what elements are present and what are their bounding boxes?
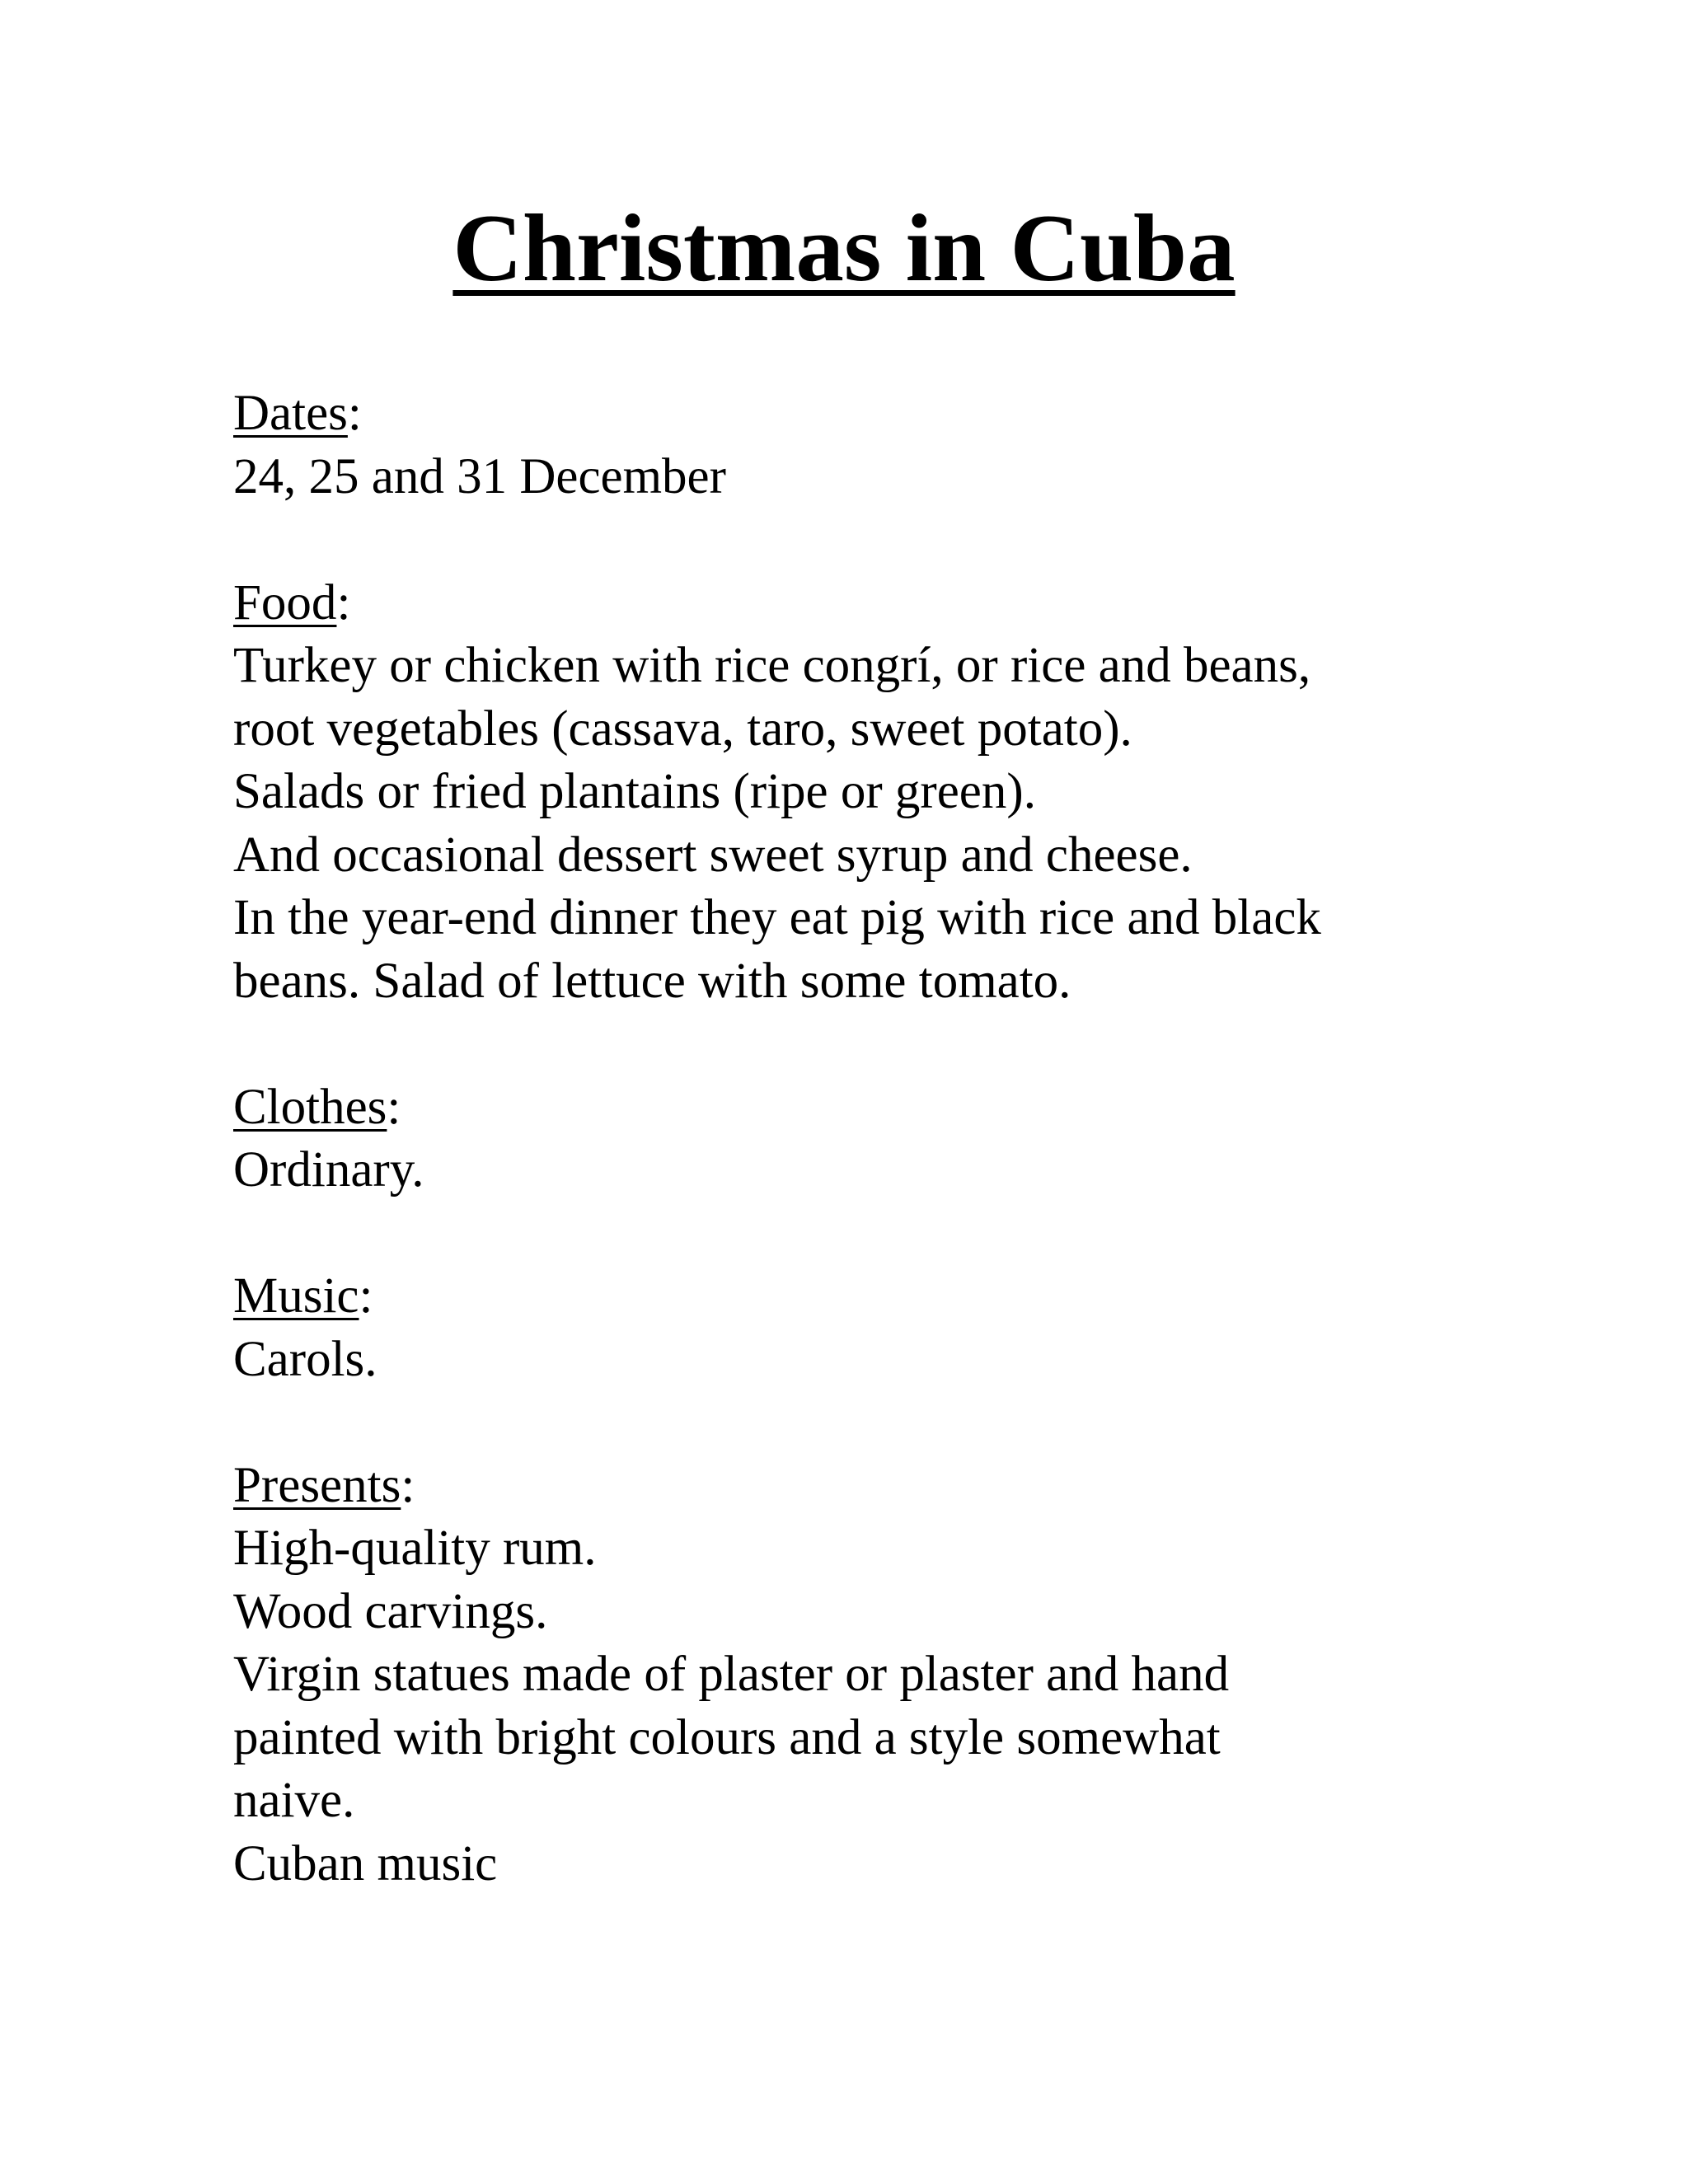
section-line: Wood carvings.	[233, 1583, 548, 1639]
section-heading-label: Dates	[233, 386, 348, 441]
section-line: 24, 25 and 31 December	[233, 448, 726, 504]
section-line: And occasional dessert sweet syrup and cheese.	[233, 827, 1193, 883]
section-heading-label: Clothes	[233, 1079, 387, 1135]
section-heading: Dates:	[233, 386, 362, 441]
section-food	[233, 572, 1634, 1014]
section-clothes	[233, 1076, 1634, 1202]
section-heading-label: Music	[233, 1268, 359, 1324]
section-line: High-quality rum.	[233, 1521, 597, 1576]
page-title	[0, 191, 1688, 307]
section-line: Salads or fried plantains (ripe or green).	[233, 764, 1036, 819]
section-heading: Music:	[233, 1268, 373, 1324]
section-line: beans. Salad of lettuce with some tomato.	[233, 953, 1071, 1009]
section-music	[233, 1265, 1634, 1391]
document-body	[233, 382, 1634, 1959]
section-line: In the year-end dinner they eat pig with rice and black	[233, 890, 1321, 945]
section-line: root vegetables (cassava, taro, sweet potato).	[233, 701, 1132, 757]
section-line: Turkey or chicken with rice congrí, or rice and beans,	[233, 638, 1311, 693]
section-line: Cuban music	[233, 1835, 498, 1891]
section-dates	[233, 382, 1634, 509]
section-heading-label: Food	[233, 574, 337, 630]
section-heading: Clothes:	[233, 1079, 401, 1135]
section-line: Ordinary.	[233, 1142, 424, 1197]
section-heading-label: Presents	[233, 1457, 401, 1513]
section-line: painted with bright colours and a style somewhat	[233, 1709, 1221, 1765]
section-heading: Presents:	[233, 1457, 415, 1513]
section-presents	[233, 1455, 1634, 1896]
page-title-text: Christmas in Cuba	[452, 195, 1236, 302]
section-line: Carols.	[233, 1331, 377, 1387]
section-line: Virgin statues made of plaster or plaster and hand	[233, 1647, 1230, 1702]
section-heading: Food:	[233, 574, 351, 630]
section-line: naive.	[233, 1773, 355, 1828]
